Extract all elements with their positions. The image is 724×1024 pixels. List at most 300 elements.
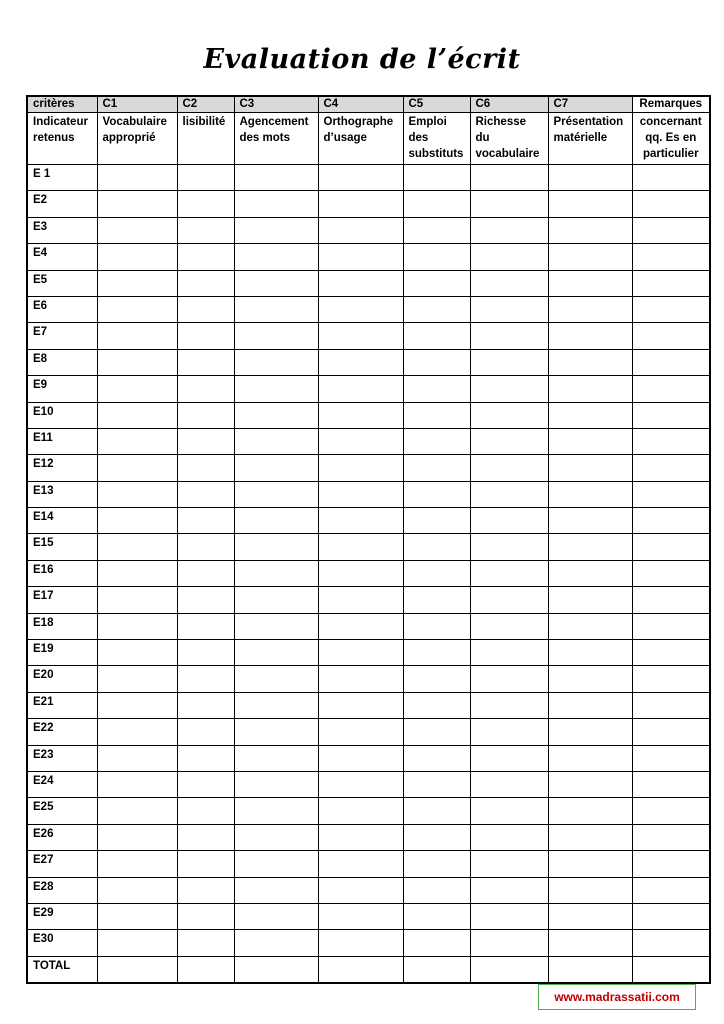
score-cell[interactable] bbox=[470, 666, 548, 692]
score-cell[interactable] bbox=[632, 270, 710, 296]
score-cell[interactable] bbox=[177, 270, 234, 296]
table-row bbox=[27, 956, 710, 983]
page-title: Evaluation de l’écrit bbox=[203, 44, 521, 75]
score-cell[interactable] bbox=[548, 956, 632, 983]
score-cell[interactable] bbox=[403, 428, 470, 454]
score-cell[interactable] bbox=[548, 798, 632, 824]
score-cell[interactable] bbox=[403, 877, 470, 903]
score-cell[interactable] bbox=[97, 903, 177, 929]
score-cell[interactable] bbox=[548, 191, 632, 217]
score-cell[interactable] bbox=[177, 217, 234, 243]
score-cell[interactable] bbox=[97, 877, 177, 903]
row-label: E15 bbox=[27, 534, 97, 560]
score-cell[interactable] bbox=[97, 508, 177, 534]
score-cell[interactable] bbox=[632, 771, 710, 797]
score-cell[interactable] bbox=[632, 613, 710, 639]
row-label: E3 bbox=[27, 217, 97, 243]
score-cell[interactable] bbox=[632, 903, 710, 929]
header-code-cell: C5 bbox=[403, 96, 470, 113]
header-name-line: matérielle bbox=[553, 132, 608, 144]
score-cell[interactable] bbox=[318, 428, 403, 454]
score-cell[interactable] bbox=[403, 296, 470, 322]
score-cell[interactable] bbox=[234, 296, 318, 322]
score-cell[interactable] bbox=[632, 323, 710, 349]
score-cell[interactable] bbox=[632, 877, 710, 903]
score-cell[interactable] bbox=[403, 666, 470, 692]
score-cell[interactable] bbox=[470, 692, 548, 718]
score-cell[interactable] bbox=[632, 534, 710, 560]
score-cell[interactable] bbox=[234, 481, 318, 507]
score-cell[interactable] bbox=[403, 692, 470, 718]
score-cell[interactable] bbox=[403, 771, 470, 797]
score-cell[interactable] bbox=[234, 191, 318, 217]
score-cell[interactable] bbox=[632, 349, 710, 375]
score-cell[interactable] bbox=[470, 587, 548, 613]
score-cell[interactable] bbox=[632, 930, 710, 956]
table-row bbox=[27, 877, 710, 903]
score-cell[interactable] bbox=[177, 771, 234, 797]
score-cell[interactable] bbox=[470, 560, 548, 586]
score-cell[interactable] bbox=[470, 165, 548, 191]
score-cell[interactable] bbox=[97, 745, 177, 771]
score-cell[interactable] bbox=[318, 323, 403, 349]
score-cell[interactable] bbox=[548, 349, 632, 375]
table-row bbox=[27, 508, 710, 534]
score-cell[interactable] bbox=[318, 191, 403, 217]
header-code-cell: critères bbox=[27, 96, 97, 113]
score-cell[interactable] bbox=[177, 323, 234, 349]
row-label: E20 bbox=[27, 666, 97, 692]
score-cell[interactable] bbox=[470, 956, 548, 983]
header-name-cell bbox=[234, 113, 318, 165]
score-cell[interactable] bbox=[97, 798, 177, 824]
score-cell[interactable] bbox=[470, 903, 548, 929]
score-cell[interactable] bbox=[234, 666, 318, 692]
score-cell[interactable] bbox=[403, 640, 470, 666]
score-cell[interactable] bbox=[470, 376, 548, 402]
score-cell[interactable] bbox=[403, 165, 470, 191]
score-cell[interactable] bbox=[403, 824, 470, 850]
score-cell[interactable] bbox=[548, 296, 632, 322]
score-cell[interactable] bbox=[97, 956, 177, 983]
score-cell[interactable] bbox=[177, 613, 234, 639]
score-cell[interactable] bbox=[97, 930, 177, 956]
score-cell[interactable] bbox=[403, 798, 470, 824]
score-cell[interactable] bbox=[632, 296, 710, 322]
score-cell[interactable] bbox=[177, 481, 234, 507]
score-cell[interactable] bbox=[97, 270, 177, 296]
row-label: E13 bbox=[27, 481, 97, 507]
score-cell[interactable] bbox=[548, 771, 632, 797]
score-cell[interactable] bbox=[177, 165, 234, 191]
score-cell[interactable] bbox=[234, 719, 318, 745]
score-cell[interactable] bbox=[470, 455, 548, 481]
row-label: E10 bbox=[27, 402, 97, 428]
score-cell[interactable] bbox=[318, 587, 403, 613]
header-name-line: Orthographe bbox=[323, 116, 394, 128]
table-row bbox=[27, 217, 710, 243]
score-cell[interactable] bbox=[234, 798, 318, 824]
score-cell[interactable] bbox=[234, 640, 318, 666]
score-cell[interactable] bbox=[403, 270, 470, 296]
score-cell[interactable] bbox=[177, 666, 234, 692]
score-cell[interactable] bbox=[177, 903, 234, 929]
score-cell[interactable] bbox=[318, 455, 403, 481]
score-cell[interactable] bbox=[548, 903, 632, 929]
score-cell[interactable] bbox=[548, 613, 632, 639]
score-cell[interactable] bbox=[97, 692, 177, 718]
score-cell[interactable] bbox=[470, 270, 548, 296]
score-cell[interactable] bbox=[97, 851, 177, 877]
score-cell[interactable] bbox=[97, 191, 177, 217]
score-cell[interactable] bbox=[403, 244, 470, 270]
score-cell[interactable] bbox=[234, 217, 318, 243]
row-label: E16 bbox=[27, 560, 97, 586]
row-label: E14 bbox=[27, 508, 97, 534]
header-code-cell: C6 bbox=[470, 96, 548, 113]
score-cell[interactable] bbox=[632, 956, 710, 983]
header-name-cell bbox=[177, 113, 234, 165]
score-cell[interactable] bbox=[97, 402, 177, 428]
table-row bbox=[27, 798, 710, 824]
score-cell[interactable] bbox=[177, 402, 234, 428]
score-cell[interactable] bbox=[234, 402, 318, 428]
score-cell[interactable] bbox=[470, 745, 548, 771]
score-cell[interactable] bbox=[470, 771, 548, 797]
score-cell[interactable] bbox=[548, 745, 632, 771]
score-cell[interactable] bbox=[403, 956, 470, 983]
score-cell[interactable] bbox=[177, 428, 234, 454]
row-label: E7 bbox=[27, 323, 97, 349]
score-cell[interactable] bbox=[318, 692, 403, 718]
header-code-cell: C2 bbox=[177, 96, 234, 113]
score-cell[interactable] bbox=[548, 851, 632, 877]
score-cell[interactable] bbox=[632, 692, 710, 718]
score-cell[interactable] bbox=[548, 692, 632, 718]
score-cell[interactable] bbox=[548, 323, 632, 349]
score-cell[interactable] bbox=[548, 270, 632, 296]
score-cell[interactable] bbox=[403, 745, 470, 771]
score-cell[interactable] bbox=[403, 455, 470, 481]
score-cell[interactable] bbox=[97, 481, 177, 507]
score-cell[interactable] bbox=[632, 191, 710, 217]
score-cell[interactable] bbox=[548, 244, 632, 270]
score-cell[interactable] bbox=[234, 613, 318, 639]
score-cell[interactable] bbox=[318, 349, 403, 375]
score-cell[interactable] bbox=[318, 877, 403, 903]
header-name-line: approprié bbox=[102, 132, 156, 144]
score-cell[interactable] bbox=[403, 534, 470, 560]
score-cell[interactable] bbox=[177, 745, 234, 771]
score-cell[interactable] bbox=[97, 428, 177, 454]
score-cell[interactable] bbox=[470, 640, 548, 666]
score-cell[interactable] bbox=[177, 534, 234, 560]
header-name-line: retenus bbox=[33, 132, 75, 144]
score-cell[interactable] bbox=[548, 640, 632, 666]
score-cell[interactable] bbox=[318, 930, 403, 956]
header-name-cell bbox=[632, 113, 710, 165]
score-cell[interactable] bbox=[234, 534, 318, 560]
score-cell[interactable] bbox=[318, 851, 403, 877]
score-cell[interactable] bbox=[177, 824, 234, 850]
score-cell[interactable] bbox=[403, 508, 470, 534]
row-label: E23 bbox=[27, 745, 97, 771]
score-cell[interactable] bbox=[632, 640, 710, 666]
score-cell[interactable] bbox=[234, 930, 318, 956]
row-label: TOTAL bbox=[27, 956, 97, 983]
header-name-line: des bbox=[408, 132, 429, 144]
score-cell[interactable] bbox=[177, 930, 234, 956]
row-label: E8 bbox=[27, 349, 97, 375]
score-cell[interactable] bbox=[177, 692, 234, 718]
score-cell[interactable] bbox=[318, 640, 403, 666]
score-cell[interactable] bbox=[97, 455, 177, 481]
score-cell[interactable] bbox=[234, 903, 318, 929]
score-cell[interactable] bbox=[632, 851, 710, 877]
score-cell[interactable] bbox=[318, 244, 403, 270]
score-cell[interactable] bbox=[470, 534, 548, 560]
header-name-line: Présentation bbox=[553, 116, 624, 128]
score-cell[interactable] bbox=[403, 376, 470, 402]
score-cell[interactable] bbox=[470, 851, 548, 877]
score-cell[interactable] bbox=[318, 719, 403, 745]
score-cell[interactable] bbox=[177, 587, 234, 613]
score-cell[interactable] bbox=[403, 217, 470, 243]
score-cell[interactable] bbox=[548, 455, 632, 481]
score-cell[interactable] bbox=[632, 719, 710, 745]
score-cell[interactable] bbox=[548, 877, 632, 903]
score-cell[interactable] bbox=[234, 323, 318, 349]
score-cell[interactable] bbox=[548, 376, 632, 402]
score-cell[interactable] bbox=[632, 455, 710, 481]
score-cell[interactable] bbox=[403, 903, 470, 929]
score-cell[interactable] bbox=[548, 587, 632, 613]
table-row bbox=[27, 455, 710, 481]
score-cell[interactable] bbox=[318, 560, 403, 586]
score-cell[interactable] bbox=[177, 349, 234, 375]
score-cell[interactable] bbox=[234, 771, 318, 797]
score-cell[interactable] bbox=[403, 402, 470, 428]
score-cell[interactable] bbox=[318, 402, 403, 428]
evaluation-table bbox=[26, 95, 711, 984]
score-cell[interactable] bbox=[548, 402, 632, 428]
table-row bbox=[27, 692, 710, 718]
score-cell[interactable] bbox=[403, 191, 470, 217]
score-cell[interactable] bbox=[318, 903, 403, 929]
score-cell[interactable] bbox=[470, 296, 548, 322]
score-cell[interactable] bbox=[318, 481, 403, 507]
score-cell[interactable] bbox=[403, 349, 470, 375]
score-cell[interactable] bbox=[97, 534, 177, 560]
score-cell[interactable] bbox=[234, 508, 318, 534]
header-code-cell: C4 bbox=[318, 96, 403, 113]
score-cell[interactable] bbox=[177, 956, 234, 983]
score-cell[interactable] bbox=[403, 930, 470, 956]
score-cell[interactable] bbox=[177, 798, 234, 824]
score-cell[interactable] bbox=[470, 244, 548, 270]
score-cell[interactable] bbox=[548, 719, 632, 745]
score-cell[interactable] bbox=[318, 165, 403, 191]
header-name-line: Vocabulaire bbox=[102, 116, 167, 128]
score-cell[interactable] bbox=[177, 560, 234, 586]
score-cell[interactable] bbox=[318, 376, 403, 402]
header-name-line: Emploi bbox=[408, 116, 447, 128]
score-cell[interactable] bbox=[548, 930, 632, 956]
score-cell[interactable] bbox=[632, 798, 710, 824]
score-cell[interactable] bbox=[97, 244, 177, 270]
score-cell[interactable] bbox=[97, 349, 177, 375]
score-cell[interactable] bbox=[403, 481, 470, 507]
score-cell[interactable] bbox=[470, 402, 548, 428]
score-cell[interactable] bbox=[97, 560, 177, 586]
score-cell[interactable] bbox=[234, 824, 318, 850]
score-cell[interactable] bbox=[632, 824, 710, 850]
score-cell[interactable] bbox=[548, 508, 632, 534]
score-cell[interactable] bbox=[234, 455, 318, 481]
score-cell[interactable] bbox=[318, 534, 403, 560]
score-cell[interactable] bbox=[470, 323, 548, 349]
header-name-cell bbox=[403, 113, 470, 165]
score-cell[interactable] bbox=[632, 508, 710, 534]
score-cell[interactable] bbox=[234, 165, 318, 191]
score-cell[interactable] bbox=[632, 376, 710, 402]
score-cell[interactable] bbox=[470, 349, 548, 375]
score-cell[interactable] bbox=[470, 191, 548, 217]
score-cell[interactable] bbox=[177, 376, 234, 402]
score-cell[interactable] bbox=[470, 798, 548, 824]
score-cell[interactable] bbox=[470, 930, 548, 956]
score-cell[interactable] bbox=[318, 824, 403, 850]
score-cell[interactable] bbox=[177, 877, 234, 903]
score-cell[interactable] bbox=[318, 613, 403, 639]
score-cell[interactable] bbox=[318, 745, 403, 771]
score-cell[interactable] bbox=[97, 640, 177, 666]
score-cell[interactable] bbox=[403, 719, 470, 745]
score-cell[interactable] bbox=[632, 587, 710, 613]
row-label: E25 bbox=[27, 798, 97, 824]
score-cell[interactable] bbox=[470, 877, 548, 903]
score-cell[interactable] bbox=[548, 217, 632, 243]
score-cell[interactable] bbox=[234, 428, 318, 454]
score-cell[interactable] bbox=[177, 851, 234, 877]
score-cell[interactable] bbox=[234, 587, 318, 613]
row-label: E17 bbox=[27, 587, 97, 613]
score-cell[interactable] bbox=[234, 877, 318, 903]
score-cell[interactable] bbox=[470, 719, 548, 745]
score-cell[interactable] bbox=[403, 851, 470, 877]
score-cell[interactable] bbox=[470, 481, 548, 507]
score-cell[interactable] bbox=[234, 349, 318, 375]
score-cell[interactable] bbox=[470, 508, 548, 534]
score-cell[interactable] bbox=[97, 719, 177, 745]
score-cell[interactable] bbox=[470, 824, 548, 850]
score-cell[interactable] bbox=[318, 956, 403, 983]
score-cell[interactable] bbox=[97, 587, 177, 613]
score-cell[interactable] bbox=[403, 613, 470, 639]
score-cell[interactable] bbox=[318, 798, 403, 824]
table-row bbox=[27, 824, 710, 850]
row-label: E5 bbox=[27, 270, 97, 296]
table-row bbox=[27, 402, 710, 428]
row-label: E22 bbox=[27, 719, 97, 745]
score-cell[interactable] bbox=[234, 745, 318, 771]
score-cell[interactable] bbox=[548, 165, 632, 191]
score-cell[interactable] bbox=[97, 613, 177, 639]
score-cell[interactable] bbox=[97, 666, 177, 692]
score-cell[interactable] bbox=[632, 217, 710, 243]
score-cell[interactable] bbox=[318, 771, 403, 797]
score-cell[interactable] bbox=[234, 851, 318, 877]
score-cell[interactable] bbox=[470, 217, 548, 243]
score-cell[interactable] bbox=[97, 165, 177, 191]
score-cell[interactable] bbox=[548, 824, 632, 850]
score-cell[interactable] bbox=[318, 217, 403, 243]
score-cell[interactable] bbox=[548, 481, 632, 507]
row-label: E9 bbox=[27, 376, 97, 402]
score-cell[interactable] bbox=[548, 560, 632, 586]
score-cell[interactable] bbox=[548, 534, 632, 560]
score-cell[interactable] bbox=[177, 244, 234, 270]
score-cell[interactable] bbox=[177, 508, 234, 534]
score-cell[interactable] bbox=[177, 191, 234, 217]
score-cell[interactable] bbox=[632, 666, 710, 692]
score-cell[interactable] bbox=[234, 244, 318, 270]
score-cell[interactable] bbox=[177, 296, 234, 322]
score-cell[interactable] bbox=[234, 270, 318, 296]
score-cell[interactable] bbox=[632, 560, 710, 586]
score-cell[interactable] bbox=[97, 771, 177, 797]
score-cell[interactable] bbox=[403, 587, 470, 613]
score-cell[interactable] bbox=[632, 402, 710, 428]
score-cell[interactable] bbox=[403, 323, 470, 349]
header-name-line: lisibilité bbox=[182, 116, 226, 128]
score-cell[interactable] bbox=[403, 560, 470, 586]
score-cell[interactable] bbox=[97, 824, 177, 850]
score-cell[interactable] bbox=[234, 956, 318, 983]
score-cell[interactable] bbox=[632, 745, 710, 771]
score-cell[interactable] bbox=[318, 296, 403, 322]
score-cell[interactable] bbox=[632, 481, 710, 507]
score-cell[interactable] bbox=[97, 217, 177, 243]
score-cell[interactable] bbox=[470, 613, 548, 639]
row-label: E30 bbox=[27, 930, 97, 956]
score-cell[interactable] bbox=[318, 666, 403, 692]
score-cell[interactable] bbox=[97, 376, 177, 402]
score-cell[interactable] bbox=[234, 560, 318, 586]
score-cell[interactable] bbox=[632, 244, 710, 270]
score-cell[interactable] bbox=[632, 428, 710, 454]
header-name-line: Richesse bbox=[475, 116, 527, 128]
score-cell[interactable] bbox=[177, 719, 234, 745]
header-name-line: Agencement bbox=[239, 116, 309, 128]
header-name-cell bbox=[318, 113, 403, 165]
table-row bbox=[27, 481, 710, 507]
score-cell[interactable] bbox=[97, 296, 177, 322]
score-cell[interactable] bbox=[318, 508, 403, 534]
score-cell[interactable] bbox=[318, 270, 403, 296]
score-cell[interactable] bbox=[632, 165, 710, 191]
website-link[interactable]: www.madrassatii.com bbox=[538, 984, 696, 1010]
score-cell[interactable] bbox=[470, 428, 548, 454]
score-cell[interactable] bbox=[97, 323, 177, 349]
score-cell[interactable] bbox=[177, 640, 234, 666]
score-cell[interactable] bbox=[548, 428, 632, 454]
score-cell[interactable] bbox=[548, 666, 632, 692]
score-cell[interactable] bbox=[177, 455, 234, 481]
score-cell[interactable] bbox=[234, 376, 318, 402]
table-row bbox=[27, 771, 710, 797]
score-cell[interactable] bbox=[234, 692, 318, 718]
